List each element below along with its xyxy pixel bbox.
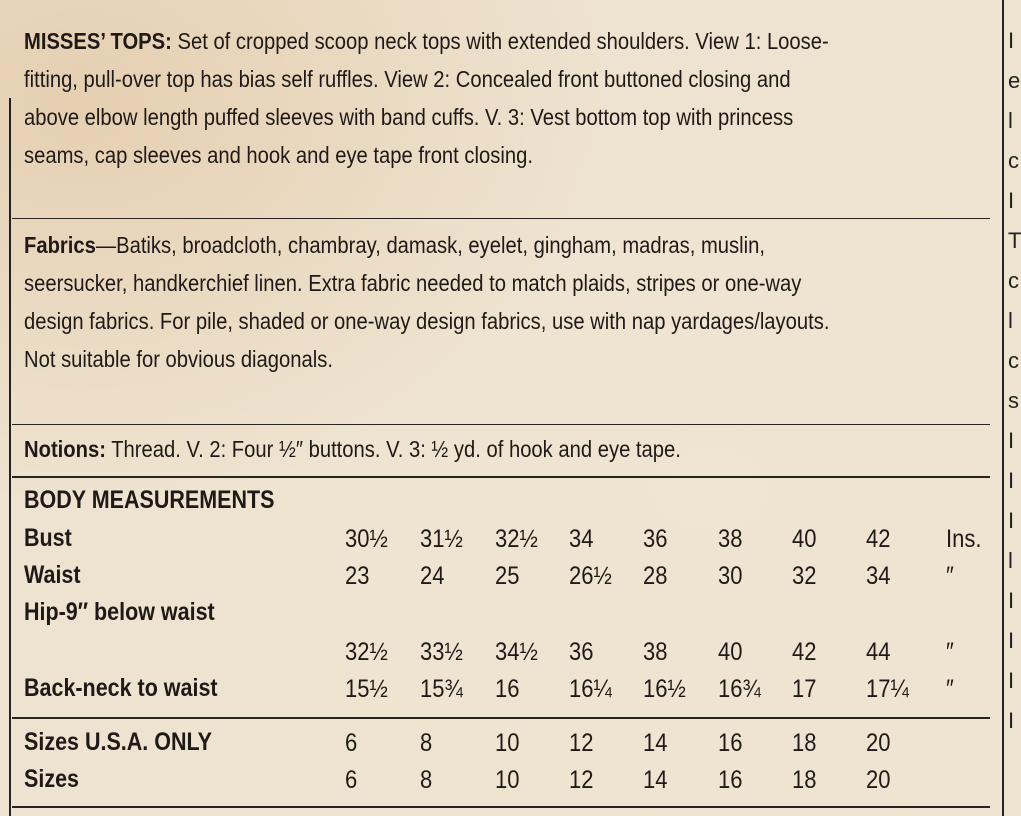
measurement-unit: ″ (946, 562, 954, 590)
measurement-value: 16¼ (569, 675, 612, 703)
measurement-value: 32½ (345, 638, 388, 666)
edge-glyph: T (1008, 228, 1021, 253)
size-row-label: Sizes U.S.A. ONLY (24, 728, 212, 756)
measurement-value: 26½ (569, 562, 612, 590)
adjacent-column-edge (1008, 0, 1021, 816)
size-value: 16 (718, 729, 743, 757)
measurement-value: 40 (792, 525, 817, 553)
fabrics-block (24, 226, 860, 378)
measurement-value: 17 (792, 675, 817, 703)
size-value: 16 (718, 766, 743, 794)
divider (12, 424, 990, 425)
edge-glyph: s (1008, 388, 1019, 413)
edge-glyph: I (1008, 428, 1015, 453)
measurement-value: 36 (643, 525, 668, 553)
measurement-value: 36 (569, 638, 594, 666)
size-value: 14 (643, 766, 668, 794)
edge-glyph: e (1008, 68, 1021, 93)
fabrics-line: Not suitable for obvious diagonals. (24, 346, 333, 372)
edge-glyph: l (1008, 548, 1013, 573)
description-line: seams, cap sleeves and hook and eye tape front closing. (24, 142, 533, 168)
size-row-label: Sizes (24, 765, 79, 793)
divider (12, 717, 990, 719)
measurement-value: 15¾ (420, 675, 463, 703)
fabrics-line: seersucker, handkerchief linen. Extra fabric needed to match plaids, stripes or one-way (24, 270, 802, 296)
measurements-heading: BODY MEASUREMENTS (24, 486, 275, 514)
notions-heading: Notions: (24, 436, 106, 462)
size-value: 20 (866, 729, 891, 757)
measurement-value: 34 (866, 562, 891, 590)
measurement-row-label: Waist (24, 561, 81, 589)
measurement-value: 25 (495, 562, 520, 590)
measurement-value: 15½ (345, 675, 388, 703)
measurement-value: 44 (866, 638, 891, 666)
right-border (1002, 0, 1004, 816)
measurement-value: 30 (718, 562, 743, 590)
divider (12, 806, 990, 808)
edge-glyph: c (1008, 148, 1019, 173)
divider (12, 218, 990, 219)
size-value: 12 (569, 729, 594, 757)
size-value: 14 (643, 729, 668, 757)
measurement-unit: ″ (946, 638, 954, 666)
measurement-value: 17¼ (866, 675, 909, 703)
measurement-row-label: Bust (24, 524, 72, 552)
measurement-value: 23 (345, 562, 370, 590)
measurement-value: 38 (718, 525, 743, 553)
fabrics-line: —Batiks, broadcloth, chambray, damask, eyelet, gingham, madras, muslin, (95, 232, 765, 258)
measurement-value: 16½ (643, 675, 686, 703)
size-value: 8 (420, 729, 433, 757)
edge-glyph: c (1008, 348, 1019, 373)
measurement-value: 31½ (420, 525, 463, 553)
measurement-unit: Ins. (946, 525, 982, 553)
edge-glyph: I (1008, 708, 1015, 733)
notions-text: Thread. V. 2: Four ½″ buttons. V. 3: ½ yd. of hook and eye tape. (105, 436, 681, 462)
edge-glyph: c (1008, 268, 1019, 293)
edge-glyph: I (1008, 188, 1015, 213)
measurement-value: 38 (643, 638, 668, 666)
measurement-row-label: Back-neck to waist (24, 674, 218, 702)
description-line: above elbow length puffed sleeves with band cuffs. V. 3: Vest bottom top with princess (24, 104, 794, 130)
measurement-value: 30½ (345, 525, 388, 553)
size-value: 10 (495, 766, 520, 794)
edge-glyph: I (1008, 28, 1015, 53)
measurement-unit: ″ (946, 675, 954, 703)
measurement-value: 42 (866, 525, 891, 553)
description-heading: MISSES’ TOPS: (24, 28, 172, 54)
measurement-value: 28 (643, 562, 668, 590)
description-block (24, 22, 860, 174)
measurement-value: 32 (792, 562, 817, 590)
description-line: fitting, pull-over top has bias self ruffles. View 2: Concealed front buttoned closing and (24, 66, 791, 92)
measurement-value: 34½ (495, 638, 538, 666)
edge-glyph: I (1008, 668, 1015, 693)
size-value: 18 (792, 766, 817, 794)
edge-glyph: l (1008, 108, 1013, 133)
fabrics-heading: Fabrics (24, 232, 96, 258)
edge-glyph: l (1008, 308, 1013, 333)
left-border (9, 98, 11, 816)
measurement-value: 24 (420, 562, 445, 590)
measurement-value: 16¾ (718, 675, 761, 703)
size-value: 6 (345, 729, 358, 757)
description-line: Set of cropped scoop neck tops with extended shoulders. View 1: Loose- (177, 28, 829, 54)
size-value: 20 (866, 766, 891, 794)
edge-glyph: I (1008, 628, 1015, 653)
size-value: 18 (792, 729, 817, 757)
size-value: 6 (345, 766, 358, 794)
measurement-value: 32½ (495, 525, 538, 553)
measurement-value: 40 (718, 638, 743, 666)
notions-block (24, 430, 860, 468)
measurement-value: 33½ (420, 638, 463, 666)
size-value: 10 (495, 729, 520, 757)
measurement-value: 34 (569, 525, 594, 553)
measurement-value: 16 (495, 675, 520, 703)
fabrics-line: design fabrics. For pile, shaded or one-way design fabrics, use with nap yardages/layouts. (24, 308, 830, 334)
divider (12, 476, 990, 478)
edge-glyph: I (1008, 508, 1015, 533)
size-value: 12 (569, 766, 594, 794)
size-value: 8 (420, 766, 433, 794)
measurement-row-label: Hip-9″ below waist (24, 598, 215, 626)
edge-glyph: I (1008, 588, 1015, 613)
edge-glyph: I (1008, 468, 1015, 493)
measurement-value: 42 (792, 638, 817, 666)
